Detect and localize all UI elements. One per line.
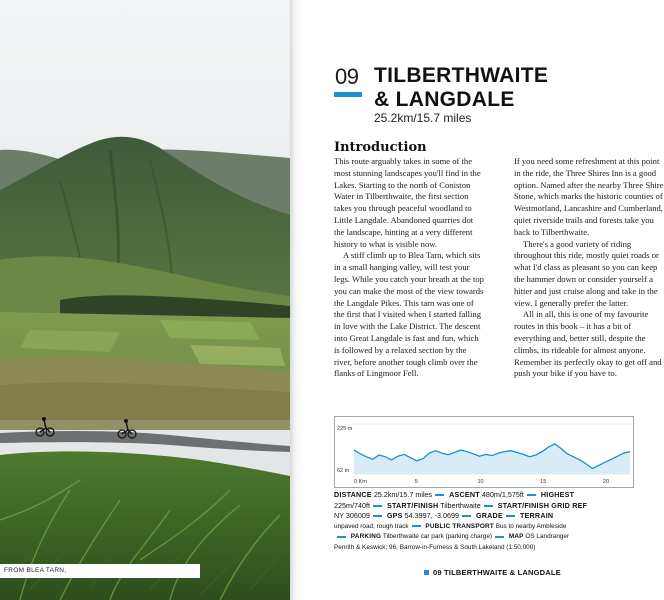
- transport-label: PUBLIC TRANSPORT: [425, 522, 494, 530]
- chart-frame: [335, 417, 634, 488]
- route-distance: 25.2km/15.7 miles: [374, 111, 472, 125]
- intro-column-2: [514, 156, 664, 380]
- grid-label: START/FINISH GRID REF: [497, 500, 588, 510]
- gps-label: GPS: [386, 511, 403, 521]
- intro-column-1: [334, 156, 484, 380]
- route-number: 09: [335, 64, 359, 89]
- x-tick-label: 0 Km: [354, 479, 367, 485]
- map-label: MAP: [508, 533, 524, 541]
- route-stats: [334, 490, 634, 554]
- grade-label: GRADE: [475, 511, 503, 521]
- x-tick-label: 5: [414, 479, 418, 485]
- x-tick-label: 10: [477, 479, 484, 485]
- x-tick-label: 15: [540, 479, 547, 485]
- stats-row: [334, 532, 634, 543]
- parking-label: PARKING: [350, 533, 382, 541]
- terrain-label: TERRAIN: [519, 511, 554, 521]
- intro-paragraph: There's a good variety of riding throughout this ride, mostly quiet roads or what I'd class as pleasant so you can keep the hammer down or consider yourself a hitter and just cruise along and take in the view. I generally prefer the latter.: [514, 238, 659, 308]
- terrain-value: unpaved road; rough track: [334, 522, 409, 530]
- accent-bar: [334, 92, 362, 97]
- startfinish-label: START/FINISH: [386, 500, 439, 510]
- elevation-chart: [334, 416, 634, 488]
- transport-value: Bus to nearby Ambleside: [495, 522, 567, 530]
- photo-caption: FROM BLEA TARN,: [0, 564, 200, 578]
- intro-paragraph: A stiff climb up to Blea Tarn, which sits in a small hanging valley, will test your legs. While you catch your breath at the top you can make the most of the view towards the Langdale Pikes. This tarn was one of the first that I visited when I started falling in love with the Lake District. The descent into Great Langdale is fast and fun, which is followed by a relaxed section by the river, before another tough climb over the flanks of Lingmoor Fell.: [334, 250, 484, 379]
- y-bottom-label: 62 m: [337, 468, 350, 474]
- footer-square-icon: [424, 570, 429, 575]
- book-gutter: [290, 0, 302, 600]
- gps-value: 54.3997, -3.0699: [404, 511, 459, 521]
- stats-row: [334, 501, 634, 512]
- intro-paragraph: All in all, this is one of my favourite routes in this book – it has a bit of everything and, better still, despite the climbs, its rideable for almost anyone. Remember its perfectly okay to get off and push your bike if you have to.: [514, 309, 662, 379]
- stats-row: [334, 490, 634, 501]
- distance-label: DISTANCE: [334, 490, 372, 499]
- route-page: [302, 0, 664, 600]
- highest-value: 225m/740ft: [334, 500, 370, 510]
- stats-row: [334, 543, 634, 554]
- ascent-value: 480m/1,575ft: [481, 490, 524, 499]
- grid-value: NY 306009: [334, 511, 370, 521]
- x-tick-label: 20: [602, 479, 610, 485]
- ascent-label: ASCENT: [449, 490, 480, 499]
- footer-text: 09 TILBERTHWAITE & LANGDALE: [433, 568, 561, 577]
- map-value: OS Landranger: [525, 533, 570, 541]
- page-footer: [424, 568, 561, 577]
- parking-value: Tilberthwaite car park (parking charge): [382, 533, 493, 541]
- intro-heading: Introduction: [334, 140, 427, 155]
- map-value-2: Penrith & Keswick; 96, Barrow-in-Furness & South Lakeland (1:50,000): [334, 543, 536, 551]
- route-title-line2: & LANGDALE: [374, 88, 515, 111]
- stats-row: [334, 522, 634, 533]
- intro-paragraph: If you need some refreshment at this point in the ride, the Three Shires Inn is a good option. Named after the nearby Three Shire Stone, which marks the historic counties of Westmorland, Lancashire and Cumberland, quiet riverside trails and forests take you back to Tilberthwaite.: [514, 156, 664, 237]
- elevation-profile: [334, 416, 614, 488]
- distance-value: 25.2km/15.7 miles: [373, 490, 433, 499]
- landscape-photo: [0, 0, 290, 600]
- photo-illustration: [0, 0, 290, 600]
- startfinish-value: Tilberthwaite: [440, 500, 481, 510]
- stats-row: [334, 511, 634, 522]
- highest-label: HIGHEST: [540, 490, 575, 499]
- intro-paragraph: This route arguably takes in some of the most stunning landscapes you'll find in the Lakes. Starting to the north of Coniston Water in Tilberthwaite, the first section takes you through peaceful woodland to Little Langdale. Abandoned quarries dot the landscape, hinting at a very different history to what is visible now.: [334, 156, 481, 249]
- route-title: [374, 64, 604, 112]
- y-top-label: 225 m: [337, 426, 353, 432]
- route-title-line1: TILBERTHWAITE: [374, 64, 549, 87]
